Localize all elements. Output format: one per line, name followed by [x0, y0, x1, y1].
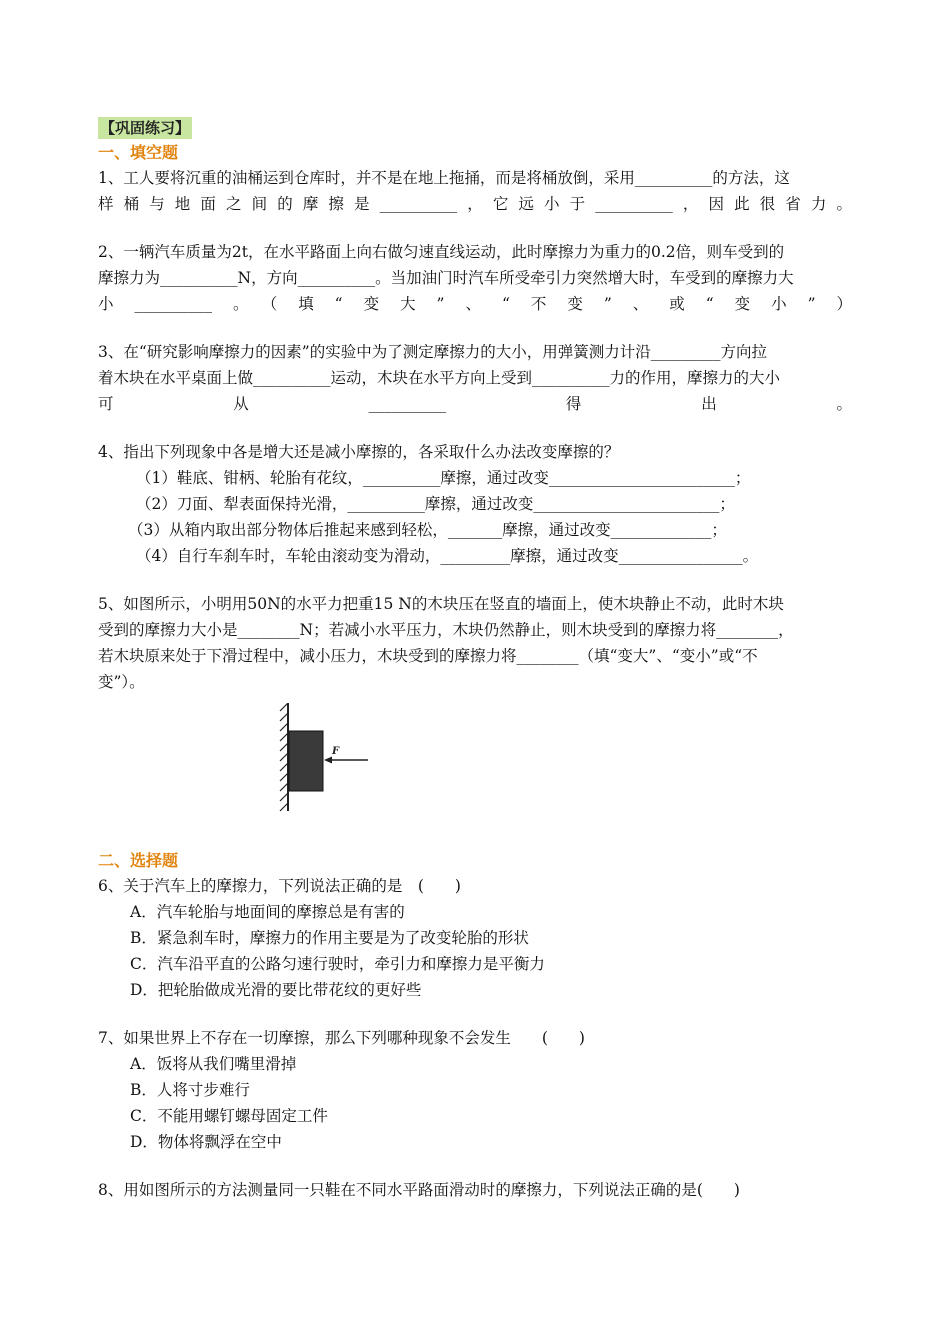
question-text: 5、如图所示，小明用50N的水平力把重15 N的木块压在竖直的墙面上，使木块静止不动，此时木块 [98, 595, 784, 613]
question-text: 8、用如图所示的方法测量同一只鞋在不同水平路面滑动时的摩擦力，下列说法正确的是( ) [98, 1181, 740, 1199]
option-b: B．紧急刹车时，摩擦力的作用主要是为了改变轮胎的形状 [130, 929, 529, 947]
question-4 [98, 439, 852, 569]
section-heading-fill-in: 一、填空题 [98, 143, 179, 162]
force-arrow-head [324, 757, 332, 764]
force-label: F [332, 746, 340, 757]
wooden-block [289, 731, 323, 791]
option-c: C．汽车沿平直的公路匀速行驶时，牵引力和摩擦力是平衡力 [130, 955, 545, 973]
wall-hatching [280, 703, 288, 811]
question-text: 受到的摩擦力大小是________N；若减小水平压力，木块仍然静止，则木块受到的摩擦力将________， [98, 621, 794, 639]
question-text: 样桶与地面之间的摩擦是__________，它远小于__________，因此很省力。 [98, 195, 852, 213]
question-text: 变”）。 [98, 673, 145, 691]
wall-block-diagram [270, 703, 380, 815]
question-7 [98, 1025, 852, 1155]
question-text: 着木块在水平桌面上做__________运动，木块在水平方向上受到__________力的作用，摩擦力的大小 [98, 369, 781, 387]
sub-item: （1）鞋底、钳柄、轮胎有花纹，__________摩擦，通过改变________________________； [136, 469, 751, 487]
question-8 [98, 1177, 852, 1203]
option-d: D．物体将飘浮在空中 [130, 1133, 282, 1151]
question-text: 3、在“研究影响摩擦力的因素”的实验中为了测定摩擦力的大小，用弹簧测力计沿_________方向拉 [98, 343, 767, 361]
question-text: 小__________。（填“变大”、“不变”、或“变小”） [98, 295, 852, 313]
wall-block-figure [98, 703, 852, 823]
option-a: A．汽车轮胎与地面间的摩擦总是有害的 [130, 903, 405, 921]
question-text: 7、如果世界上不存在一切摩擦，那么下列哪种现象不会发生 ( ) [98, 1029, 585, 1047]
question-text: 2、一辆汽车质量为2t，在水平路面上向右做匀速直线运动，此时摩擦力为重力的0.2倍，则车受到的 [98, 243, 785, 261]
question-3 [98, 339, 852, 417]
option-a: A．饭将从我们嘴里滑掉 [130, 1055, 297, 1073]
option-d: D．把轮胎做成光滑的要比带花纹的更好些 [130, 981, 422, 999]
worksheet-content [98, 115, 852, 1203]
question-6 [98, 873, 852, 1003]
question-1 [98, 165, 852, 217]
question-text: 1、工人要将沉重的油桶运到仓库时，并不是在地上拖捅，而是将桶放倒，采用__________的方法，这 [98, 169, 790, 187]
sub-item: （4）自行车刹车时，车轮由滚动变为滑动，_________摩擦，通过改变________________。 [136, 547, 759, 565]
question-text: 可从__________得出。 [98, 395, 852, 413]
question-2 [98, 239, 852, 317]
option-c: C．不能用螺钉螺母固定工件 [130, 1107, 328, 1125]
question-text: 摩擦力为__________N，方向__________。当加油门时汽车所受牵引力突然增大时，车受到的摩擦力大 [98, 269, 794, 287]
question-text: 6、关于汽车上的摩擦力，下列说法正确的是 ( ) [98, 877, 461, 895]
sub-item: （2）刀面、犁表面保持光滑，__________摩擦，通过改变________________________； [136, 495, 735, 513]
question-text: 4、指出下列现象中各是增大还是减小摩擦的，各采取什么办法改变摩擦的？ [98, 443, 620, 461]
question-5 [98, 591, 852, 695]
exercise-tag: 【巩固练习】 [100, 119, 191, 137]
question-text: 若木块原来处于下滑过程中，减小压力，木块受到的摩擦力将________（填“变大”、“变小”或“不 [98, 647, 758, 665]
sub-item: （3）从箱内取出部分物体后推起来感到轻松，_______摩擦，通过改变_____________； [128, 521, 727, 539]
option-b: B．人将寸步难行 [130, 1081, 250, 1099]
section-heading-multiple-choice: 二、选择题 [98, 851, 179, 870]
